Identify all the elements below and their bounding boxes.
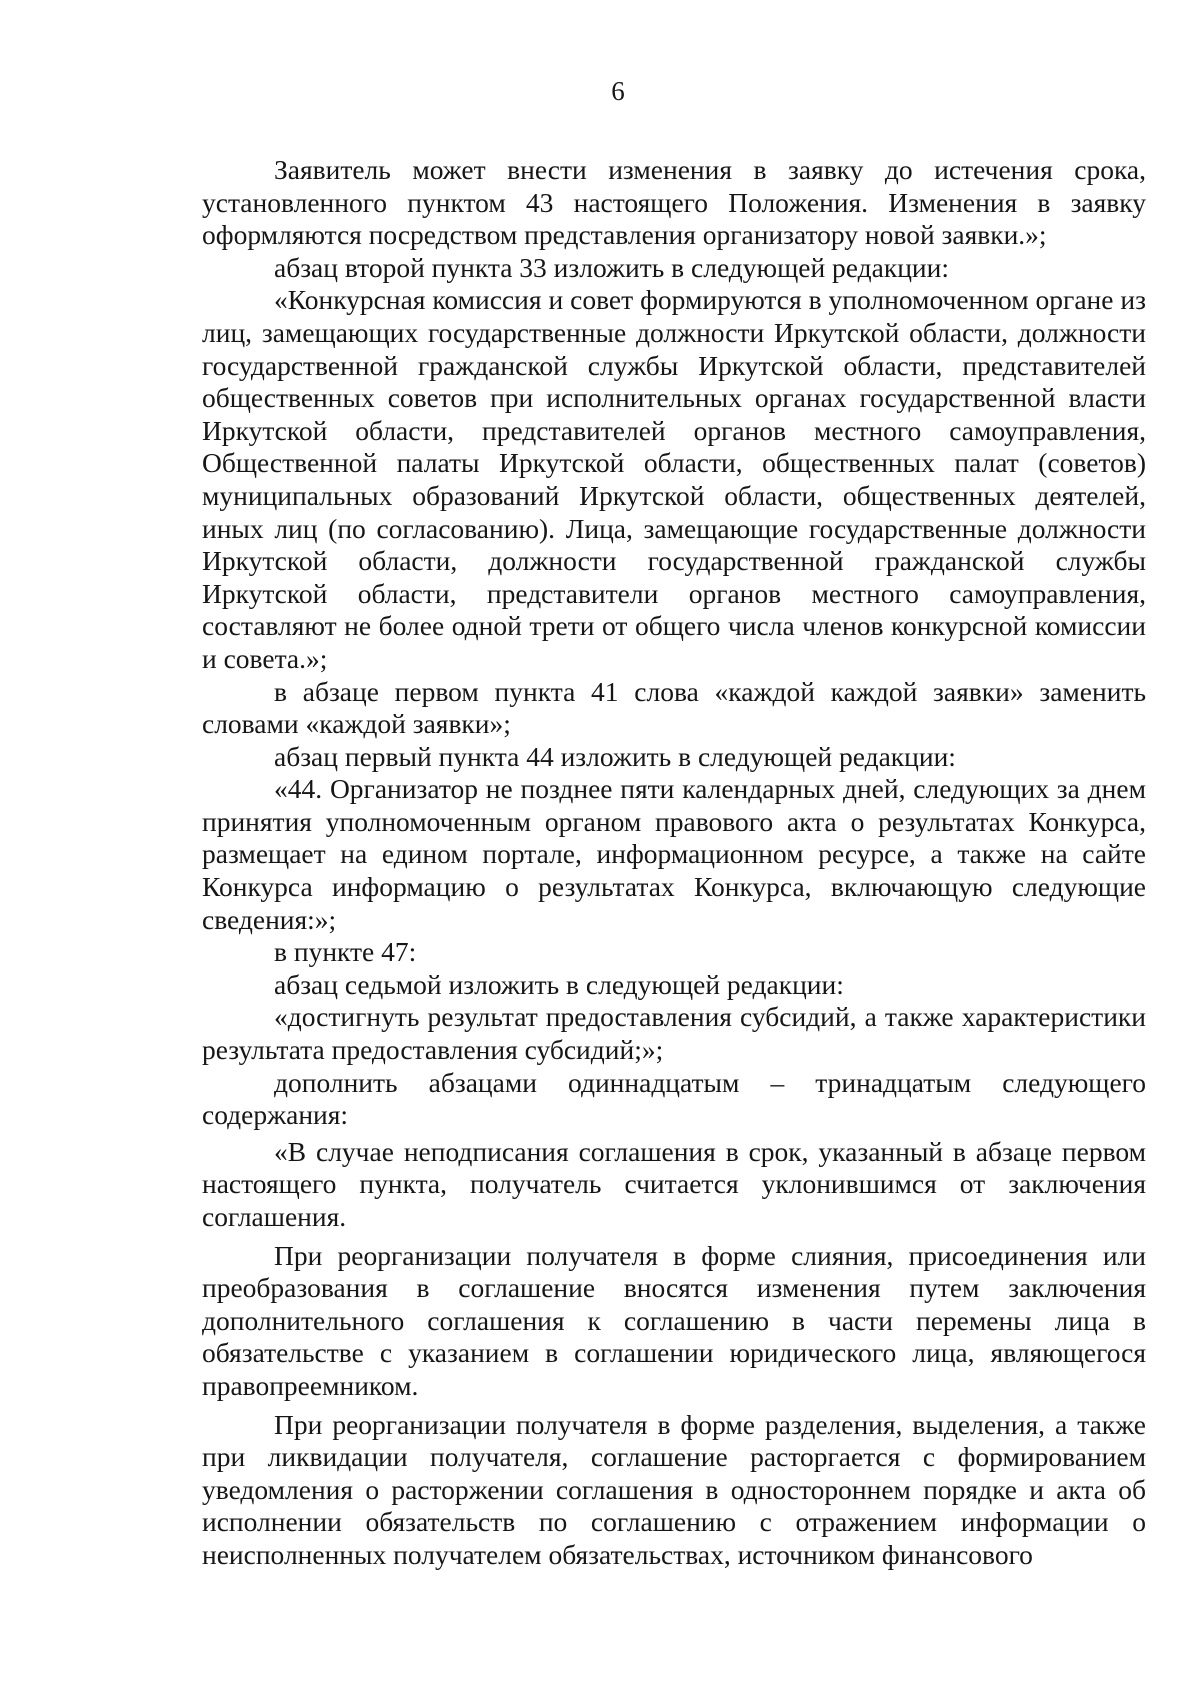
paragraph: абзац второй пункта 33 изложить в следующей редакции: [274, 251, 949, 283]
paragraph: «44. Организатор не позднее пяти календарных дней, следующих за днем принятия уполномоченным органом правового акта о результатах Конкурса, размещает на едином портале, информационном ресурсе, а также на сайте Конкурса информацию о результатах Конкурса, включающую следующие сведения:»; [202, 773, 1146, 935]
paragraph: абзац седьмой изложить в следующей редакции: [274, 968, 844, 1000]
paragraph: в пункте 47: [274, 936, 417, 968]
paragraph: При реорганизации получателя в форме слияния, присоединения или преобразования в соглашение вносятся изменения путем заключения дополнительного соглашения к соглашению в части перемены лица в обязательстве с указанием в соглашении юридического лица, являющегося правопреемником. [202, 1239, 1146, 1401]
paragraph: Заявитель может внести изменения в заявку до истечения срока, установленного пунктом 43 настоящего Положения. Изменения в заявку оформляются посредством представления организатору новой заявки.»; [202, 154, 1146, 251]
document-body [202, 154, 1146, 1572]
paragraph: При реорганизации получателя в форме разделения, выделения, а также при ликвидации получателя, соглашение расторгается с формированием уведомления о расторжении соглашения в одностороннем порядке и акта об исполнении обязательств по соглашению с отражением информации о неисполненных получателем обязательствах, источником финансового [202, 1408, 1146, 1570]
paragraph: «В случае неподписания соглашения в срок, указанный в абзаце первом настоящего пункта, получатель считается уклонившимся от заключения соглашения. [202, 1135, 1146, 1232]
paragraph: «достигнуть результат предоставления субсидий, а также характеристики результата предоставления субсидий;»; [202, 1001, 1146, 1066]
paragraph: в абзаце первом пункта 41 слова «каждой каждой заявки» заменить словами «каждой заявки»; [202, 675, 1146, 740]
paragraph: «Конкурсная комиссия и совет формируются в уполномоченном органе из лиц, замещающих государственные должности Иркутской области, должности государственной гражданской службы Иркутской области, представителей общественных советов при исполнительных органах государственной власти Иркутской области, представителей органов местного самоуправления, Общественной палаты Иркутской области, общественных палат (советов) муниципальных образований Иркутской области, общественных деятелей, иных лиц (по согласованию). Лица, замещающие государственные должности Иркутской области, должности государственной гражданской службы Иркутской области, представители органов местного самоуправления, составляют не более одной трети от общего числа членов конкурсной комиссии и совета.»; [202, 284, 1146, 674]
page-number: 6 [611, 76, 625, 106]
paragraph: абзац первый пункта 44 изложить в следующей редакции: [274, 740, 956, 772]
paragraph: дополнить абзацами одиннадцатым – тринадцатым следующего содержания: [202, 1066, 1146, 1131]
